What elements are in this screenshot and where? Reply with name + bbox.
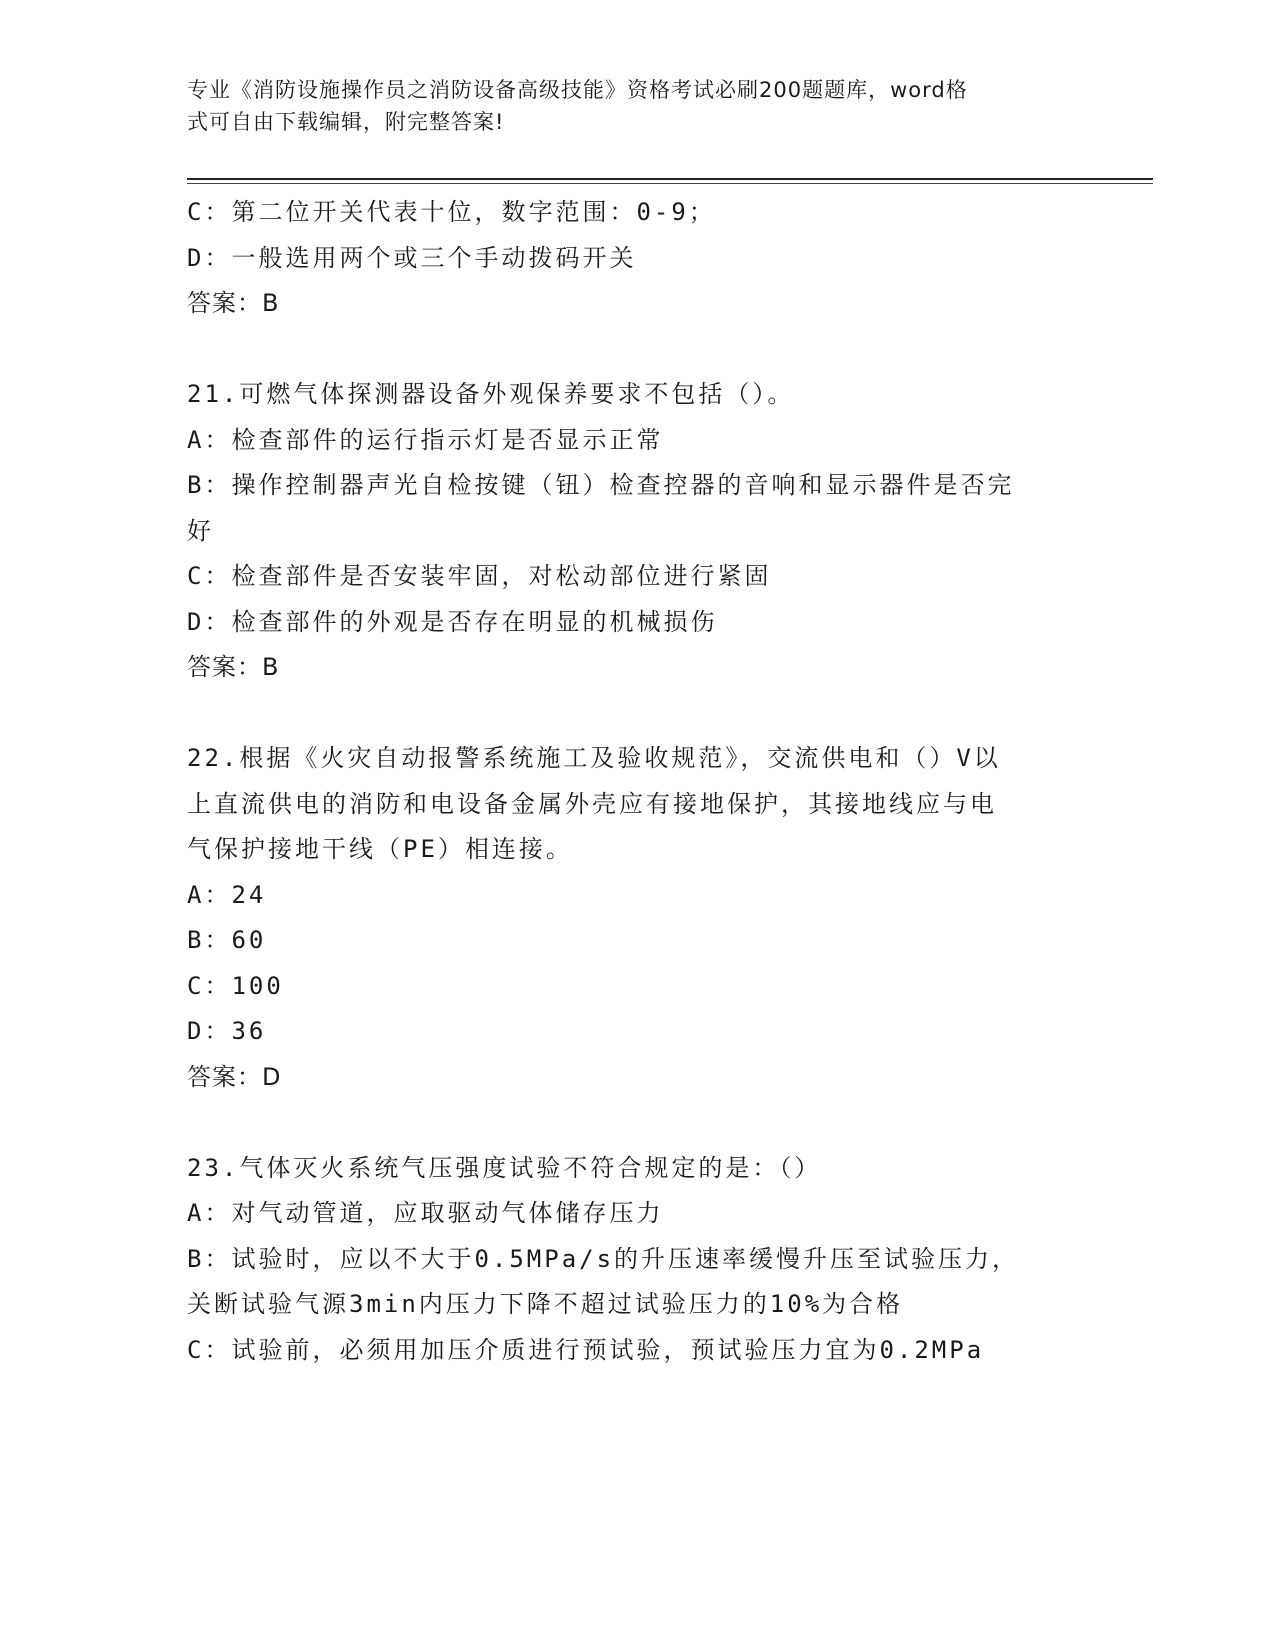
prev-option-c: C：第二位开关代表十位，数字范围：0-9； bbox=[187, 198, 716, 226]
option-a: A：对气动管道，应取驱动气体储存压力 bbox=[187, 1199, 664, 1227]
option-a: A：24 bbox=[187, 880, 267, 909]
header-divider-thin bbox=[187, 183, 1153, 184]
answer: 答案：B bbox=[187, 653, 280, 681]
question-23 bbox=[187, 1146, 1087, 1374]
question-21 bbox=[187, 372, 1087, 691]
option-d: D：检查部件的外观是否存在明显的机械损伤 bbox=[187, 607, 718, 636]
answer: 答案：D bbox=[187, 1062, 282, 1091]
question-22 bbox=[187, 736, 1087, 1100]
question-stem-continued: 气保护接地干线（PE）相连接。 bbox=[187, 835, 573, 863]
option-b: B：试验时，应以不大于0.5MPa/s的升压速率缓慢升压至试验压力， bbox=[187, 1244, 1020, 1273]
option-b: B：60 bbox=[187, 926, 267, 954]
spacer bbox=[187, 1100, 1087, 1146]
question-stem: 23.气体灭火系统气压强度试验不符合规定的是：（） bbox=[187, 1153, 822, 1182]
header-line-1: 专业《消防设施操作员之消防设备高级技能》资格考试必刷200题题库，word格 bbox=[187, 78, 968, 102]
spacer bbox=[187, 327, 1087, 373]
header-line-2: 式可自由下载编辑，附完整答案! bbox=[187, 110, 505, 134]
option-d: D：36 bbox=[187, 1017, 267, 1045]
option-b-continued: 好 bbox=[187, 516, 214, 545]
spacer bbox=[187, 691, 1087, 737]
prev-option-d: D：一般选用两个或三个手动拨码开关 bbox=[187, 243, 637, 272]
option-c: C：100 bbox=[187, 971, 284, 1000]
option-b: B：操作控制器声光自检按键（钮）检查控器的音响和显示器件是否完 bbox=[187, 471, 1015, 499]
header-divider-thick bbox=[187, 178, 1153, 180]
option-a: A：检查部件的运行指示灯是否显示正常 bbox=[187, 425, 664, 454]
question-stem: 21.可燃气体探测器设备外观保养要求不包括（）。 bbox=[187, 380, 795, 408]
option-c: C：检查部件是否安装牢固，对松动部位进行紧固 bbox=[187, 562, 772, 590]
document-header bbox=[187, 74, 1067, 138]
prev-answer: 答案：B bbox=[187, 289, 280, 317]
question-stem-continued: 上直流供电的消防和电设备金属外壳应有接地保护，其接地线应与电 bbox=[187, 789, 997, 818]
option-b-continued: 关断试验气源3min内压力下降不超过试验压力的10%为合格 bbox=[187, 1290, 904, 1318]
question-content bbox=[187, 190, 1087, 1373]
question-stem: 22.根据《火灾自动报警系统施工及验收规范》，交流供电和（）V以 bbox=[187, 744, 1001, 772]
option-c: C：试验前，必须用加压介质进行预试验，预试验压力宜为0.2MPa bbox=[187, 1335, 985, 1364]
